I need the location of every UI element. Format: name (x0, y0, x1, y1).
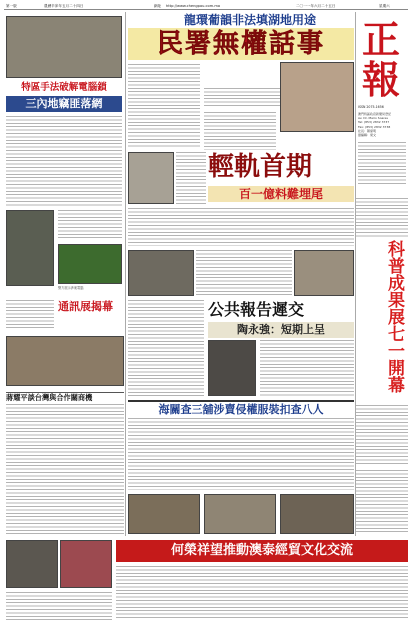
sci-body-b (356, 405, 408, 465)
sci-headline: 科普成果展七一開幕 (384, 240, 404, 393)
expo-headline: 通訊展揭幕 (58, 300, 113, 313)
announce-headline: 公共報告遲交 (208, 300, 305, 319)
left1-body-b (58, 210, 122, 240)
bottom-body-left (6, 592, 112, 620)
header-strip (4, 2, 408, 10)
left1-photo-a (6, 210, 54, 286)
lead-photo (6, 16, 122, 78)
customs-body (128, 418, 354, 490)
sci-body (356, 198, 408, 238)
customs-photo-b (204, 494, 276, 534)
customs-photo-c (280, 494, 354, 534)
left1-kicker: 特區手法破解電腦鎖 (21, 82, 107, 93)
bottom-headline: 何榮祥望推動澳泰經貿文化交流 (116, 540, 408, 562)
announce-body (128, 300, 204, 396)
lead-photo-b (280, 62, 354, 132)
expo-photo (6, 336, 124, 386)
site-url[interactable]: http://www.chengpou.com.mo (166, 4, 221, 8)
bottom-body (116, 566, 408, 620)
column-rule-right (355, 12, 356, 536)
bottom-photo-a (6, 540, 58, 588)
trade-body (6, 404, 124, 534)
lunar-date: 農曆辛卯年五月二十四日 (44, 4, 84, 8)
lead-headline: 民署無權話事 (128, 28, 354, 60)
announce-photo (208, 340, 256, 396)
url-label: 網址 (154, 4, 162, 8)
column-rule (125, 12, 126, 536)
masthead-title-2: 報 (362, 58, 401, 102)
sci-body-c (356, 470, 408, 534)
masthead-extra-text (358, 142, 406, 186)
lrt-headline: 輕軌首期 (208, 152, 313, 182)
masthead-issn: ISSN 2075-1656 (358, 105, 384, 109)
trade-headline: 蔣耀平談台灣與合作關商機 (6, 392, 124, 403)
lrt-subheadline: 百一億料難埋尾 (208, 186, 354, 202)
center-photo-b (294, 250, 354, 296)
masthead-title-1: 正 (362, 18, 401, 62)
page-number: 第一版 (6, 4, 17, 8)
lead-kicker: 龍環葡韻非法填湖地用途 (183, 13, 316, 27)
gregorian-date: 二〇一一年六月二十五日 (296, 4, 336, 8)
left1-photo-b (58, 244, 122, 284)
expo-body (6, 300, 54, 330)
customs-photo-a (128, 494, 200, 534)
lead-body (128, 64, 200, 149)
lrt-photo (128, 152, 174, 204)
announce-subheadline: 陶永強：短期上呈 (208, 322, 354, 338)
left1-body (6, 116, 122, 206)
left1-headline: 三內地竊匪落網 (6, 96, 122, 112)
lrt-body (128, 208, 354, 246)
bottom-photo-b (60, 540, 112, 588)
center-photo (128, 250, 194, 296)
weekday: 星期六 (379, 4, 390, 8)
masthead (356, 20, 408, 190)
center-body (196, 250, 292, 296)
announce-body-b (260, 340, 354, 396)
left1-caption: 警方展示涉案電腦 (58, 286, 84, 290)
lrt-body-left (176, 152, 206, 204)
customs-headline: 海關查三舖涉賣侵權服裝扣查八人 (128, 400, 354, 418)
masthead-info: 澳門特區政府新聞局登記 Av. Dr. Mario Soares Tel: (853) 2832 3737 Fax: (853) 2832 3738 社長：陳偉明 總編輯：梁文 (358, 112, 392, 138)
lead-body-c (204, 112, 276, 150)
